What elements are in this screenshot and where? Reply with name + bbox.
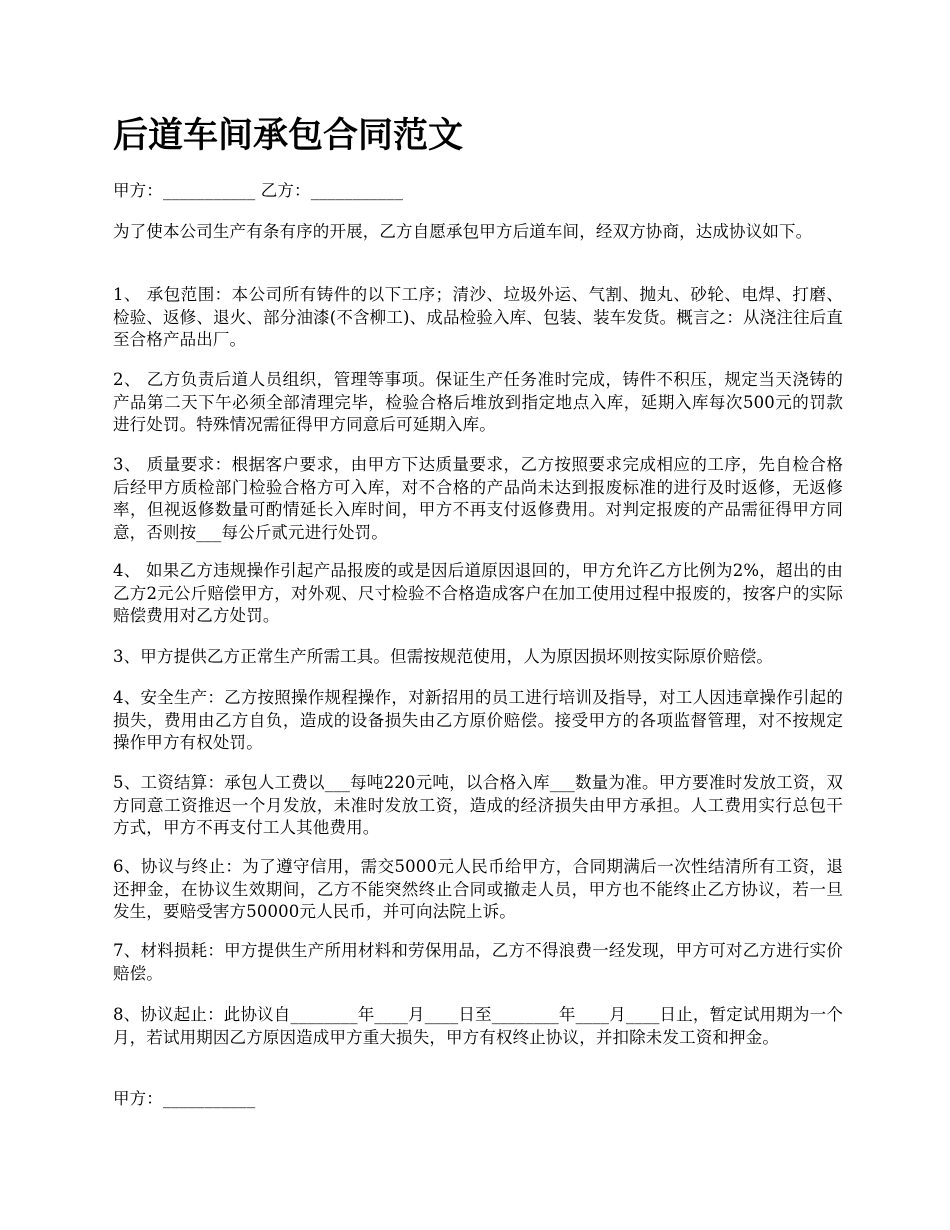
- clause-scrap-compensation: 4、 如果乙方违规操作引起产品报废的或是因后道原因退回的，甲方允许乙方比例为2%，超出的由乙方2元公斤赔偿甲方，对外观、尺寸检验不合格造成客户在加工使用过程中报废的，按客户的实际赔偿费用对乙方处罚。: [113, 561, 843, 625]
- parties-line: 甲方：___________ 乙方：___________: [113, 181, 404, 200]
- document-title: 后道车间承包合同范文: [113, 116, 464, 156]
- clause-personnel: 2、 乙方负责后道人员组织，管理等事项。保证生产任务准时完成，铸件不积压，规定当天浇铸的产品第二天下午必须全部清理完毕，检验合格后堆放到指定地点入库，延期入库每次500元的罚款进行处罚。特殊情况需征得甲方同意后可延期入库。: [113, 370, 843, 434]
- clause-safety: 4、安全生产：乙方按照操作规程操作，对新招用的员工进行培训及指导，对工人因违章操作引起的损失，费用由乙方自负，造成的设备损失由乙方原价赔偿。接受甲方的各项监督管理，对不按规定操作甲方有权处罚。: [113, 688, 843, 752]
- clause-termination: 6、协议与终止：为了遵守信用，需交5000元人民币给甲方，合同期满后一次性结清所有工资，退还押金，在协议生效期间，乙方不能突然终止合同或撤走人员，甲方也不能终止乙方协议，若一旦发生，要赔受害方50000元人民币，并可向法院上诉。: [113, 857, 843, 921]
- clause-materials: 7、材料损耗：甲方提供生产所用材料和劳保用品，乙方不得浪费一经发现，甲方可对乙方进行实价赔偿。: [113, 941, 843, 983]
- clause-scope: 1、 承包范围：本公司所有铸件的以下工序；清沙、垃圾外运、气割、抛丸、砂轮、电焊、打磨、检验、返修、退火、部分油漆(不含柳工)、成品检验入库、包装、装车发货。概言之：从浇注往后直至合格产品出厂。: [113, 285, 843, 349]
- clause-duration: 8、协议起止：此协议自________年____月____日至________年____月____日止，暂定试用期为一个月，若试用期因乙方原因造成甲方重大损失，甲方有权终止协议，并扣除未发工资和押金。: [113, 1005, 843, 1047]
- clause-wages: 5、工资结算：承包人工费以___每吨220元吨，以合格入库___数量为准。甲方要准时发放工资，双方同意工资推迟一个月发放，未准时发放工资，造成的经济损失由甲方承担。人工费用实行总包干方式，甲方不再支付工人其他费用。: [113, 773, 843, 837]
- clause-tools: 3、甲方提供乙方正常生产所需工具。但需按规范使用，人为原因损坏则按实际原价赔偿。: [113, 647, 773, 666]
- intro-paragraph: 为了使本公司生产有条有序的开展，乙方自愿承包甲方后道车间，经双方协商，达成协议如下。: [113, 222, 813, 241]
- clause-quality: 3、 质量要求：根据客户要求，由甲方下达质量要求，乙方按照要求完成相应的工序，先自检合格后经甲方质检部门检验合格方可入库，对不合格的产品尚未达到报废标准的进行及时返修，无返修率，但视返修数量可酌情延长入库时间，甲方不再支付返修费用。对判定报废的产品需征得甲方同意，否则按___每公斤贰元进行处罚。: [113, 455, 843, 542]
- signature-line: 甲方：___________: [113, 1089, 256, 1108]
